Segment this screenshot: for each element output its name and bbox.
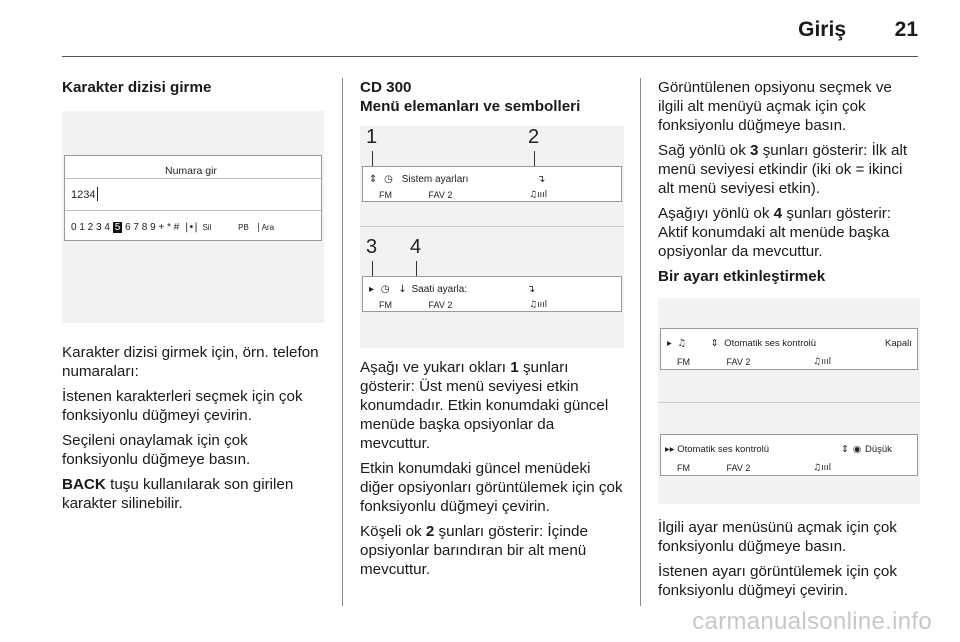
music-signal-icon: ♫ıııl — [813, 463, 832, 473]
display-screen — [64, 155, 322, 241]
key-ara: Ara — [258, 223, 274, 232]
column-divider-1 — [342, 78, 343, 606]
paragraph: İstenen karakterleri seçmek için çok fonksiyonlu düğmeyi çevirin. — [62, 388, 303, 424]
preset-label: FAV 2 — [726, 357, 751, 367]
display-screen-1 — [660, 328, 918, 370]
figure-number-entry — [62, 111, 324, 323]
page-number: 21 — [894, 18, 918, 41]
clock-icon: ◷ — [384, 174, 393, 185]
text-cursor — [97, 187, 98, 201]
entry-text: 1234 — [71, 189, 96, 201]
preset-label: FAV 2 — [726, 463, 751, 473]
band-label: FM — [677, 357, 690, 367]
up-down-arrow-icon: ⇕ — [710, 338, 719, 349]
clock-icon: ◷ — [380, 284, 390, 295]
callout-4: 4 — [410, 236, 422, 258]
up-down-arrow-icon: ⇕ — [841, 444, 849, 455]
paragraph: Seçileni onaylamak için çok fonksiyonlu düğmeye basın. — [62, 432, 251, 468]
down-arrow-icon: ↓ — [398, 284, 407, 295]
key-pb: PB — [238, 223, 249, 232]
paragraph: Aşağıyı yönlü ok 4 şunları gösterir: Aktif konumdaki alt menüde başka opsiyonlar da mevcuttur. — [658, 205, 892, 260]
paragraph: Görüntülenen opsiyonu seçmek ve ilgili alt menüyü açmak için çok fonksiyonlu düğmeye basın. — [658, 79, 892, 134]
callout-2: 2 — [528, 126, 540, 148]
figure-menu-symbols — [360, 126, 624, 348]
body-text — [360, 358, 624, 579]
paragraph: Karakter dizisi girmek için, örn. telefon numaraları: — [62, 344, 319, 380]
display-screen-1 — [362, 166, 622, 202]
column-2 — [360, 78, 624, 585]
digits-before: 0 1 2 3 4 — [71, 222, 110, 233]
section-subheading: Menü elemanları ve sembolleri — [360, 98, 581, 115]
section-heading: Karakter dizisi girme — [62, 79, 212, 96]
callout-1: 1 — [366, 126, 378, 148]
preset-label: FAV 2 — [428, 190, 453, 200]
column-1 — [62, 78, 324, 519]
paragraph: Etkin konumdaki güncel menüdeki diğer opsiyonları görüntülemek için çok fonksiyonlu düğmeyi çevirin. — [360, 460, 623, 515]
music-signal-icon: ♫ıııl — [529, 190, 548, 200]
back-key-label: BACK — [62, 476, 106, 493]
entry-row — [71, 186, 321, 205]
submenu-corner-arrow-icon: ↴ — [527, 284, 536, 295]
section-heading: CD 300 — [360, 79, 412, 96]
screen-title: Numara gir — [165, 165, 217, 177]
pause-icon: |•| — [185, 222, 198, 233]
paragraph: İstenen ayarı görüntülemek için çok fonksiyonlu düğmeyi çevirin. — [658, 563, 897, 599]
paragraph: Aşağı ve yukarı okları 1 şunları gösterir: Üst menü seviyesi etkin konumdadır. Etkin konumdaki güncel menüde başka opsiyonlar da mevcuttur. — [360, 359, 609, 452]
setting-label: Otomatik ses kontrolü — [677, 444, 770, 455]
menu-item-label: Sistem ayarları — [401, 174, 469, 185]
band-label: FM — [379, 190, 392, 200]
setting-value: Kapalı — [885, 338, 912, 349]
double-right-arrow-icon: ▸▸ — [665, 444, 675, 455]
right-arrow-icon: ▸ — [667, 338, 672, 349]
character-row — [71, 218, 321, 237]
paragraph: BACK tuşu kullanılarak son girilen karakter silinebilir. — [62, 476, 294, 512]
paragraph: Köşeli ok 2 şunları gösterir: İçinde opsiyonlar barındıran bir alt menü mevcuttur. — [360, 523, 588, 578]
display-screen-2 — [660, 434, 918, 476]
column-3 — [658, 78, 920, 606]
digits-after: 6 7 8 9 + * # — [125, 222, 180, 233]
column-divider-2 — [640, 78, 641, 606]
selected-digit: 5 — [114, 222, 121, 233]
key-sil: Sil — [202, 223, 212, 232]
figure-activate-setting — [658, 298, 920, 504]
page-header — [62, 18, 918, 44]
up-down-arrow-icon: ⇕ — [369, 174, 378, 185]
setting-label: Otomatik ses kontrolü — [724, 338, 817, 349]
watermark: carmanualsonline.info — [692, 608, 932, 635]
music-note-icon: ♫ — [677, 338, 686, 349]
menu-item-label: Saati ayarla: — [411, 284, 468, 295]
band-label: FM — [677, 463, 690, 473]
body-text — [658, 518, 920, 600]
music-signal-icon: ♫ıııl — [813, 357, 832, 367]
paragraph: Sağ yönlü ok 3 şunları gösterir: İlk alt menü seviyesi etkindir (iki ok = ikinci alt menü seviyesi etkin). — [658, 142, 908, 197]
music-signal-icon: ♫ıııl — [529, 300, 548, 310]
header-rule — [62, 56, 918, 57]
radio-selected-icon: ◉ — [853, 444, 862, 455]
band-label: FM — [379, 300, 392, 310]
setting-value: Düşük — [865, 444, 892, 455]
section-heading: Bir ayarı etkinleştirmek — [658, 268, 826, 285]
right-arrow-icon: ▸ — [369, 284, 375, 295]
preset-label: FAV 2 — [428, 300, 453, 310]
paragraph: İlgili ayar menüsünü açmak için çok fonksiyonlu düğmeye basın. — [658, 519, 897, 555]
submenu-corner-arrow-icon: ↴ — [537, 174, 546, 185]
body-text — [62, 343, 324, 513]
display-screen-2 — [362, 276, 622, 312]
page-title: Giriş — [798, 18, 846, 41]
callout-3: 3 — [366, 236, 378, 258]
